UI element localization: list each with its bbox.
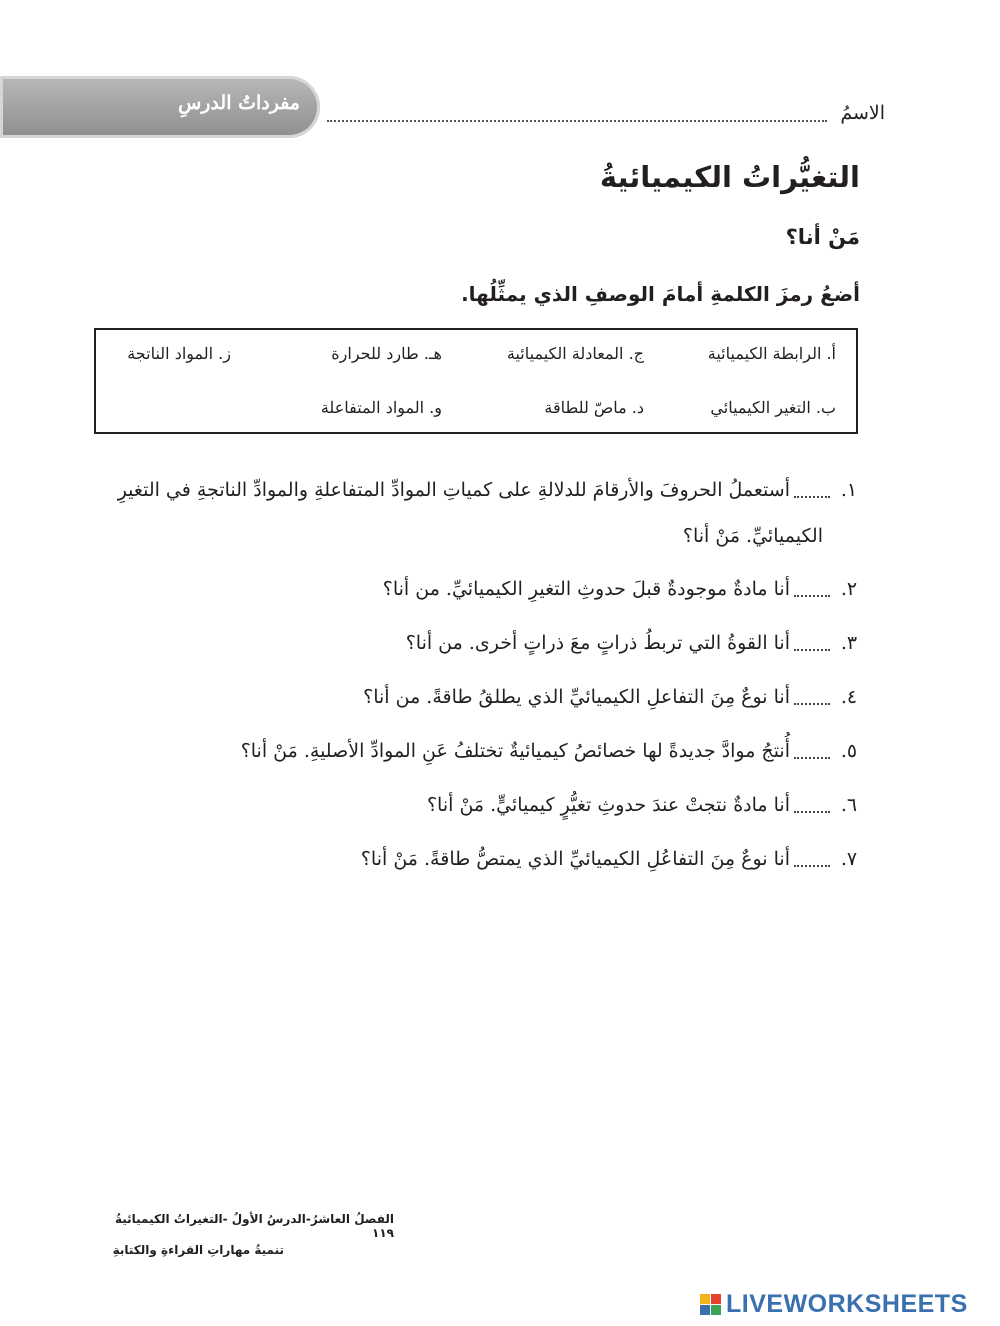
answer-blank[interactable] — [794, 691, 830, 705]
term-a: أ. الرابطة الكيميائية — [707, 344, 836, 363]
question-number: ٣. — [840, 632, 858, 654]
footer-chapter-info: الفصلُ العاشرُ-الدرسُ الأولُ -التغيراتُ الكيميائيةُ ١١٩ — [114, 1212, 394, 1240]
question-number: ٧. — [840, 848, 858, 870]
liveworksheets-logo — [700, 1292, 992, 1318]
question-text: أستعملُ الحروفَ والأرقامَ للدلالةِ على كمياتِ الموادِّ المتفاعلةِ والموادِّ الناتجةِ في التغيرِ — [117, 479, 790, 501]
question-1-continued: الكيميائيِّ. مَنْ أنا؟ — [682, 525, 823, 547]
question-7 — [361, 836, 860, 882]
term-c: ج. المعادلة الكيميائية — [506, 344, 644, 363]
term-g: ز. المواد الناتجة — [127, 344, 231, 363]
question-text: أُنتجُ موادَّ جديدةً لها خصائصُ كيميائيةٌ تختلفُ عَنِ الموادِّ الأصليةِ. مَنْ أنا؟ — [240, 740, 790, 762]
section-tab-label: مفرداتُ الدرسِ — [178, 92, 300, 114]
answer-blank[interactable] — [794, 484, 830, 498]
answer-blank[interactable] — [794, 745, 830, 759]
question-number: ٤. — [840, 686, 858, 708]
question-text: أنا نوعٌ مِنَ التفاعلِ الكيميائيِّ الذي يطلقُ طاقةً. من أنا؟ — [363, 686, 790, 708]
question-5 — [241, 728, 860, 774]
question-6 — [427, 782, 860, 828]
instruction-text: أضعُ رمزَ الكلمةِ أمامَ الوصفِ الذي يمثِّلُها. — [461, 282, 860, 306]
question-3 — [406, 620, 860, 666]
section-subtitle: مَنْ أنا؟ — [785, 225, 860, 249]
question-number: ٢. — [840, 578, 858, 600]
answer-blank[interactable] — [794, 637, 830, 651]
question-number: ١. — [840, 479, 858, 501]
question-text: أنا مادةٌ نتجتْ عندَ حدوثِ تغيُّرٍ كيميائيٍّ. مَنْ أنا؟ — [426, 794, 790, 816]
question-1 — [118, 467, 860, 513]
terms-box — [94, 328, 858, 434]
page-title: التغيُّراتُ الكيميائيةُ — [599, 160, 860, 194]
term-b: ب. التغير الكيميائي — [710, 398, 836, 417]
answer-blank[interactable] — [794, 583, 830, 597]
question-4 — [363, 674, 860, 720]
question-text: أنا مادةٌ موجودةٌ قبلَ حدوثِ التغيرِ الكيميائيِّ. من أنا؟ — [382, 578, 790, 600]
name-input-line[interactable] — [327, 120, 827, 122]
answer-blank[interactable] — [794, 799, 830, 813]
question-number: ٦. — [840, 794, 858, 816]
question-text: أنا القوةُ التي تربطُ ذراتٍ معَ ذراتٍ أخرى. من أنا؟ — [405, 632, 790, 654]
answer-blank[interactable] — [794, 853, 830, 867]
liveworksheets-icon — [700, 1294, 722, 1316]
name-line — [325, 102, 885, 132]
question-number: ٥. — [840, 740, 858, 762]
question-2 — [383, 566, 860, 612]
term-f: و. المواد المتفاعلة — [320, 398, 442, 417]
question-text: أنا نوعٌ مِنَ التفاعُلِ الكيميائيِّ الذي يمتصُّ طاقةً. مَنْ أنا؟ — [360, 848, 790, 870]
name-label: الاسمُ — [840, 102, 885, 124]
term-d: د. ماصّ للطاقة — [544, 398, 644, 417]
term-e: هـ. طارد للحرارة — [331, 344, 442, 363]
logo-text: LIVEWORKSHEETS — [726, 1290, 968, 1318]
footer-skills: تنميةُ مهاراتِ القراءةِ والكتابةِ — [112, 1243, 284, 1257]
